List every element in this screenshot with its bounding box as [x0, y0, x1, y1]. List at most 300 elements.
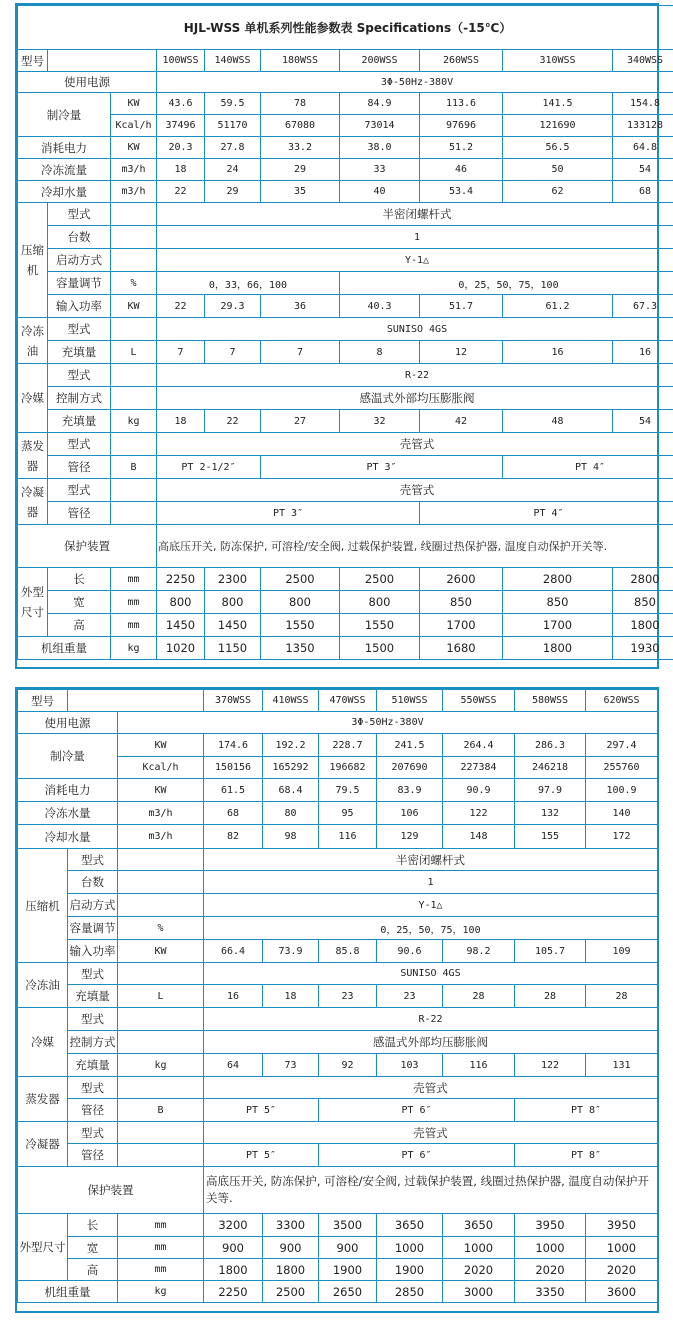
value-cell: 155 — [515, 825, 586, 849]
oil-type-row — [18, 963, 658, 985]
compressor-type-value: 半密闭螺杆式 — [157, 203, 673, 226]
value-cell: 59.5 — [205, 93, 261, 115]
empty-cell — [111, 318, 157, 341]
consume-row — [18, 779, 658, 802]
value-cell: 1900 — [377, 1259, 443, 1281]
value-cell: 27 — [261, 410, 340, 433]
width-row — [18, 1237, 658, 1259]
value-cell: 109 — [586, 940, 658, 963]
cooling-label: 制冷量 — [18, 93, 111, 137]
value-cell: 246218 — [515, 757, 586, 779]
model-cell: 140WSS — [205, 50, 261, 72]
value-cell: 51.7 — [420, 295, 503, 318]
value-cell: 85.8 — [319, 940, 377, 963]
compressor-type-row — [18, 849, 658, 871]
oil-type-value: SUNISO 4GS — [204, 963, 658, 985]
unit-cell: KW — [118, 734, 204, 757]
value-cell: 23 — [319, 985, 377, 1008]
compressor-capacity-row — [18, 272, 673, 295]
model-cell: 200WSS — [340, 50, 420, 72]
oil-fill-row — [18, 341, 673, 364]
value-cell: 29.3 — [205, 295, 261, 318]
value-cell: 23 — [377, 985, 443, 1008]
pipe-value: PT 8″ — [515, 1099, 658, 1122]
value-cell: 62 — [503, 181, 613, 203]
value-cell: 51.2 — [420, 137, 503, 159]
model-row — [18, 690, 658, 712]
type-label: 型式 — [48, 364, 111, 387]
spec-table-2-frame — [15, 687, 659, 1313]
evaporator-type-row — [18, 433, 673, 456]
value-cell: 29 — [261, 159, 340, 181]
value-cell: 1450 — [205, 614, 261, 637]
condenser-type-row — [18, 1122, 658, 1144]
value-cell: 28 — [586, 985, 658, 1008]
value-cell: 33 — [340, 159, 420, 181]
model-cell: 470WSS — [319, 690, 377, 712]
chilled-row — [18, 159, 673, 181]
control-label: 控制方式 — [48, 387, 111, 410]
value-cell: 27.8 — [205, 137, 261, 159]
consume-row — [18, 137, 673, 159]
power-row — [18, 712, 658, 734]
value-cell: 2800 — [613, 568, 673, 591]
value-cell: 2850 — [377, 1281, 443, 1303]
cooling-water-label: 冷却水量 — [18, 825, 118, 849]
control-label: 控制方式 — [68, 1031, 118, 1054]
value-cell: 97696 — [420, 115, 503, 137]
value-cell: 66.4 — [204, 940, 263, 963]
value-cell: 1700 — [503, 614, 613, 637]
value-cell: 2300 — [205, 568, 261, 591]
value-cell: 67080 — [261, 115, 340, 137]
unit-cell: KW — [118, 779, 204, 802]
value-cell: 141.5 — [503, 93, 613, 115]
value-cell: 97.9 — [515, 779, 586, 802]
empty-cell — [48, 50, 157, 72]
empty-cell — [111, 203, 157, 226]
value-cell: 106 — [377, 802, 443, 825]
protect-label: 保护装置 — [18, 1167, 204, 1214]
value-cell: 3500 — [319, 1214, 377, 1237]
value-cell: 73.9 — [263, 940, 319, 963]
value-cell: 79.5 — [319, 779, 377, 802]
control-value: 感温式外部均压膨胀阀 — [157, 387, 673, 410]
evaporator-pipe-row — [18, 1099, 658, 1122]
value-cell: 18 — [157, 159, 205, 181]
value-cell: 286.3 — [515, 734, 586, 757]
type-label: 型式 — [48, 203, 111, 226]
value-cell: 61.5 — [204, 779, 263, 802]
protect-value: 高底压开关, 防冻保护, 可溶栓/安全阀, 过载保护装置, 线圈过热保护器, 温度自动保护开关等. — [157, 525, 673, 568]
empty-cell — [111, 226, 157, 249]
height-label: 高 — [48, 614, 111, 637]
model-row — [18, 50, 673, 72]
unit-cell: Kcal/h — [118, 757, 204, 779]
value-cell: 3350 — [515, 1281, 586, 1303]
power-value: 3Φ-50Hz-380V — [118, 712, 658, 734]
value-cell: 121690 — [503, 115, 613, 137]
power-value: 3Φ-50Hz-380V — [157, 72, 673, 93]
model-cell: 580WSS — [515, 690, 586, 712]
value-cell: 16 — [613, 341, 673, 364]
empty-cell — [118, 1077, 204, 1099]
value-cell: 3200 — [204, 1214, 263, 1237]
oil-label: 冷冻油 — [18, 318, 48, 364]
evaporator-label: 蒸发器 — [18, 433, 48, 479]
value-cell: 1800 — [263, 1259, 319, 1281]
unit-cell: L — [118, 985, 204, 1008]
value-cell: 800 — [205, 591, 261, 614]
count-value: 1 — [157, 226, 673, 249]
compressor-capacity-row — [18, 917, 658, 940]
value-cell: 132 — [515, 802, 586, 825]
empty-cell — [68, 690, 204, 712]
value-cell: 33.2 — [261, 137, 340, 159]
unit-cell: L — [111, 341, 157, 364]
capacity-value-b: 0，25，50，75，100 — [340, 272, 673, 295]
value-cell: 2800 — [503, 568, 613, 591]
value-cell: 297.4 — [586, 734, 658, 757]
empty-cell — [111, 387, 157, 410]
unit-cell: mm — [111, 614, 157, 637]
value-cell: 2500 — [340, 568, 420, 591]
start-value: Y-1△ — [204, 894, 658, 917]
unit-cell: kg — [111, 637, 157, 660]
count-label: 台数 — [48, 226, 111, 249]
cooling-water-row — [18, 825, 658, 849]
evaporator-label: 蒸发器 — [18, 1077, 68, 1122]
height-label: 高 — [68, 1259, 118, 1281]
cooling-label: 制冷量 — [18, 734, 118, 779]
unit-cell: m3/h — [111, 181, 157, 203]
value-cell: 37496 — [157, 115, 205, 137]
condenser-pipe-row — [18, 1144, 658, 1167]
refrigerant-control-row — [18, 387, 673, 410]
value-cell: 850 — [503, 591, 613, 614]
value-cell: 255760 — [586, 757, 658, 779]
value-cell: 68 — [204, 802, 263, 825]
length-label: 长 — [68, 1214, 118, 1237]
model-cell: 100WSS — [157, 50, 205, 72]
fill-label: 充填量 — [68, 985, 118, 1008]
value-cell: 29 — [205, 181, 261, 203]
pipe-value: PT 6″ — [319, 1144, 515, 1167]
value-cell: 192.2 — [263, 734, 319, 757]
type-label: 型式 — [68, 1008, 118, 1031]
weight-row — [18, 637, 673, 660]
model-cell: 620WSS — [586, 690, 658, 712]
value-cell: 2500 — [263, 1281, 319, 1303]
value-cell: 116 — [443, 1054, 515, 1077]
value-cell: 22 — [157, 181, 205, 203]
empty-cell — [118, 1122, 204, 1144]
spec-table-1 — [17, 5, 673, 660]
empty-cell — [118, 1031, 204, 1054]
value-cell: 900 — [319, 1237, 377, 1259]
spec-table-2 — [17, 689, 658, 1303]
value-cell: 800 — [261, 591, 340, 614]
length-label: 长 — [48, 568, 111, 591]
title-row — [18, 6, 673, 50]
model-cell: 310WSS — [503, 50, 613, 72]
refrigerant-control-row — [18, 1031, 658, 1054]
pipe-value: PT 2-1/2″ — [157, 456, 261, 479]
unit-cell: B — [111, 456, 157, 479]
value-cell: 84.9 — [340, 93, 420, 115]
value-cell: 28 — [515, 985, 586, 1008]
empty-cell — [118, 1008, 204, 1031]
value-cell: 241.5 — [377, 734, 443, 757]
value-cell: 2250 — [204, 1281, 263, 1303]
start-label: 启动方式 — [68, 894, 118, 917]
type-label: 型式 — [68, 1077, 118, 1099]
chilled-row — [18, 802, 658, 825]
consume-label: 消耗电力 — [18, 779, 118, 802]
protect-row — [18, 1167, 658, 1214]
oil-type-row — [18, 318, 673, 341]
capacity-value-a: 0，33，66，100 — [157, 272, 340, 295]
value-cell: 800 — [157, 591, 205, 614]
input-label: 输入功率 — [48, 295, 111, 318]
unit-cell: KW — [111, 137, 157, 159]
value-cell: 2250 — [157, 568, 205, 591]
value-cell: 103 — [377, 1054, 443, 1077]
model-cell: 260WSS — [420, 50, 503, 72]
empty-cell — [118, 849, 204, 871]
value-cell: 78 — [261, 93, 340, 115]
value-cell: 1450 — [157, 614, 205, 637]
value-cell: 28 — [443, 985, 515, 1008]
oil-label: 冷冻油 — [18, 963, 68, 1008]
value-cell: 56.5 — [503, 137, 613, 159]
value-cell: 1900 — [319, 1259, 377, 1281]
model-label: 型号 — [18, 690, 68, 712]
capacity-label: 容量调节 — [68, 917, 118, 940]
type-label: 型式 — [68, 1122, 118, 1144]
value-cell: 64.8 — [613, 137, 673, 159]
length-row — [18, 568, 673, 591]
value-cell: 3650 — [377, 1214, 443, 1237]
value-cell: 64 — [204, 1054, 263, 1077]
evaporator-type-row — [18, 1077, 658, 1099]
model-cell: 370WSS — [204, 690, 263, 712]
fill-label: 充填量 — [48, 410, 111, 433]
value-cell: 22 — [205, 410, 261, 433]
compressor-label: 压缩机 — [18, 849, 68, 963]
value-cell: 172 — [586, 825, 658, 849]
value-cell: 68 — [613, 181, 673, 203]
weight-label: 机组重量 — [18, 1281, 118, 1303]
value-cell: 196682 — [319, 757, 377, 779]
count-label: 台数 — [68, 871, 118, 894]
pipe-value: PT 6″ — [319, 1099, 515, 1122]
value-cell: 227384 — [443, 757, 515, 779]
value-cell: 122 — [515, 1054, 586, 1077]
evaporator-pipe-row — [18, 456, 673, 479]
count-value: 1 — [204, 871, 658, 894]
value-cell: 54 — [613, 410, 673, 433]
value-cell: 90.9 — [443, 779, 515, 802]
compressor-count-row — [18, 226, 673, 249]
value-cell: 1000 — [515, 1237, 586, 1259]
condenser-type-value: 壳管式 — [204, 1122, 658, 1144]
type-label: 型式 — [68, 963, 118, 985]
value-cell: 2020 — [515, 1259, 586, 1281]
type-label: 型式 — [48, 479, 111, 502]
empty-cell — [118, 871, 204, 894]
value-cell: 850 — [613, 591, 673, 614]
refrigerant-type-value: R-22 — [157, 364, 673, 387]
value-cell: 1020 — [157, 637, 205, 660]
compressor-type-row — [18, 203, 673, 226]
consume-label: 消耗电力 — [18, 137, 111, 159]
evaporator-type-value: 壳管式 — [157, 433, 673, 456]
unit-cell: mm — [118, 1237, 204, 1259]
cooling-kcal-row — [18, 115, 673, 137]
value-cell: 32 — [340, 410, 420, 433]
value-cell: 83.9 — [377, 779, 443, 802]
refrigerant-type-value: R-22 — [204, 1008, 658, 1031]
value-cell: 40 — [340, 181, 420, 203]
value-cell: 50 — [503, 159, 613, 181]
table-title: HJL-WSS 单机系列性能参数表 Specifications（-15℃） — [18, 6, 673, 50]
condenser-type-row — [18, 479, 673, 502]
value-cell: 7 — [205, 341, 261, 364]
cooling-kw-row — [18, 93, 673, 115]
value-cell: 90.6 — [377, 940, 443, 963]
value-cell: 20.3 — [157, 137, 205, 159]
value-cell: 82 — [204, 825, 263, 849]
start-value: Y-1△ — [157, 249, 673, 272]
empty-cell — [111, 364, 157, 387]
value-cell: 18 — [263, 985, 319, 1008]
width-label: 宽 — [68, 1237, 118, 1259]
empty-cell — [111, 479, 157, 502]
refrigerant-fill-row — [18, 410, 673, 433]
height-row — [18, 614, 673, 637]
value-cell: 73014 — [340, 115, 420, 137]
pipe-label: 管径 — [68, 1144, 118, 1167]
protect-value: 高底压开关, 防冻保护, 可溶栓/安全阀, 过载保护装置, 线圈过热保护器, 温度自动保护开关等. — [204, 1167, 658, 1214]
unit-cell: mm — [118, 1259, 204, 1281]
refrigerant-label: 冷媒 — [18, 364, 48, 433]
input-label: 输入功率 — [68, 940, 118, 963]
value-cell: 7 — [157, 341, 205, 364]
spec-table-1-frame — [15, 3, 664, 669]
cooling-water-label: 冷却水量 — [18, 181, 111, 203]
value-cell: 3000 — [443, 1281, 515, 1303]
value-cell: 228.7 — [319, 734, 377, 757]
protect-label: 保护装置 — [18, 525, 157, 568]
oil-type-value: SUNISO 4GS — [157, 318, 673, 341]
chilled-label: 冷冻流量 — [18, 159, 111, 181]
power-label: 使用电源 — [18, 712, 118, 734]
value-cell: 42 — [420, 410, 503, 433]
value-cell: 174.6 — [204, 734, 263, 757]
empty-cell — [111, 433, 157, 456]
value-cell: 35 — [261, 181, 340, 203]
value-cell: 36 — [261, 295, 340, 318]
value-cell: 3300 — [263, 1214, 319, 1237]
value-cell: 16 — [204, 985, 263, 1008]
power-row — [18, 72, 673, 93]
value-cell: 113.6 — [420, 93, 503, 115]
unit-cell: B — [118, 1099, 204, 1122]
value-cell: 154.8 — [613, 93, 673, 115]
unit-cell: % — [118, 917, 204, 940]
dims-label: 外型尺寸 — [18, 1214, 68, 1281]
value-cell: 80 — [263, 802, 319, 825]
value-cell: 68.4 — [263, 779, 319, 802]
fill-label: 充填量 — [48, 341, 111, 364]
value-cell: 2020 — [586, 1259, 658, 1281]
value-cell: 92 — [319, 1054, 377, 1077]
value-cell: 22 — [157, 295, 205, 318]
value-cell: 1550 — [261, 614, 340, 637]
oil-fill-row — [18, 985, 658, 1008]
value-cell: 140 — [586, 802, 658, 825]
start-label: 启动方式 — [48, 249, 111, 272]
value-cell: 95 — [319, 802, 377, 825]
value-cell: 67.3 — [613, 295, 673, 318]
condenser-type-value: 壳管式 — [157, 479, 673, 502]
value-cell: 900 — [263, 1237, 319, 1259]
value-cell: 73 — [263, 1054, 319, 1077]
unit-cell: kg — [118, 1281, 204, 1303]
value-cell: 207690 — [377, 757, 443, 779]
unit-cell: kg — [118, 1054, 204, 1077]
value-cell: 1700 — [420, 614, 503, 637]
empty-cell — [118, 1144, 204, 1167]
model-cell: 550WSS — [443, 690, 515, 712]
unit-cell: m3/h — [118, 825, 204, 849]
compressor-label: 压缩机 — [18, 203, 48, 318]
value-cell: 3950 — [586, 1214, 658, 1237]
value-cell: 3650 — [443, 1214, 515, 1237]
empty-cell — [111, 249, 157, 272]
control-value: 感温式外部均压膨胀阀 — [204, 1031, 658, 1054]
fill-label: 充填量 — [68, 1054, 118, 1077]
pipe-label: 管径 — [68, 1099, 118, 1122]
capacity-label: 容量调节 — [48, 272, 111, 295]
value-cell: 900 — [204, 1237, 263, 1259]
value-cell: 1800 — [613, 614, 673, 637]
value-cell: 165292 — [263, 757, 319, 779]
pipe-value: PT 5″ — [204, 1099, 319, 1122]
value-cell: 122 — [443, 802, 515, 825]
value-cell: 54 — [613, 159, 673, 181]
refrigerant-fill-row — [18, 1054, 658, 1077]
pipe-value: PT 3″ — [261, 456, 503, 479]
model-cell: 410WSS — [263, 690, 319, 712]
value-cell: 2500 — [261, 568, 340, 591]
compressor-input-row — [18, 940, 658, 963]
unit-cell: mm — [118, 1214, 204, 1237]
value-cell: 131 — [586, 1054, 658, 1077]
value-cell: 61.2 — [503, 295, 613, 318]
protect-row — [18, 525, 673, 568]
value-cell: 1800 — [503, 637, 613, 660]
value-cell: 3600 — [586, 1281, 658, 1303]
value-cell: 1930 — [613, 637, 673, 660]
refrigerant-type-row — [18, 1008, 658, 1031]
weight-label: 机组重量 — [18, 637, 111, 660]
type-label: 型式 — [48, 318, 111, 341]
length-row — [18, 1214, 658, 1237]
unit-cell: KW — [118, 940, 204, 963]
unit-cell: KW — [111, 295, 157, 318]
